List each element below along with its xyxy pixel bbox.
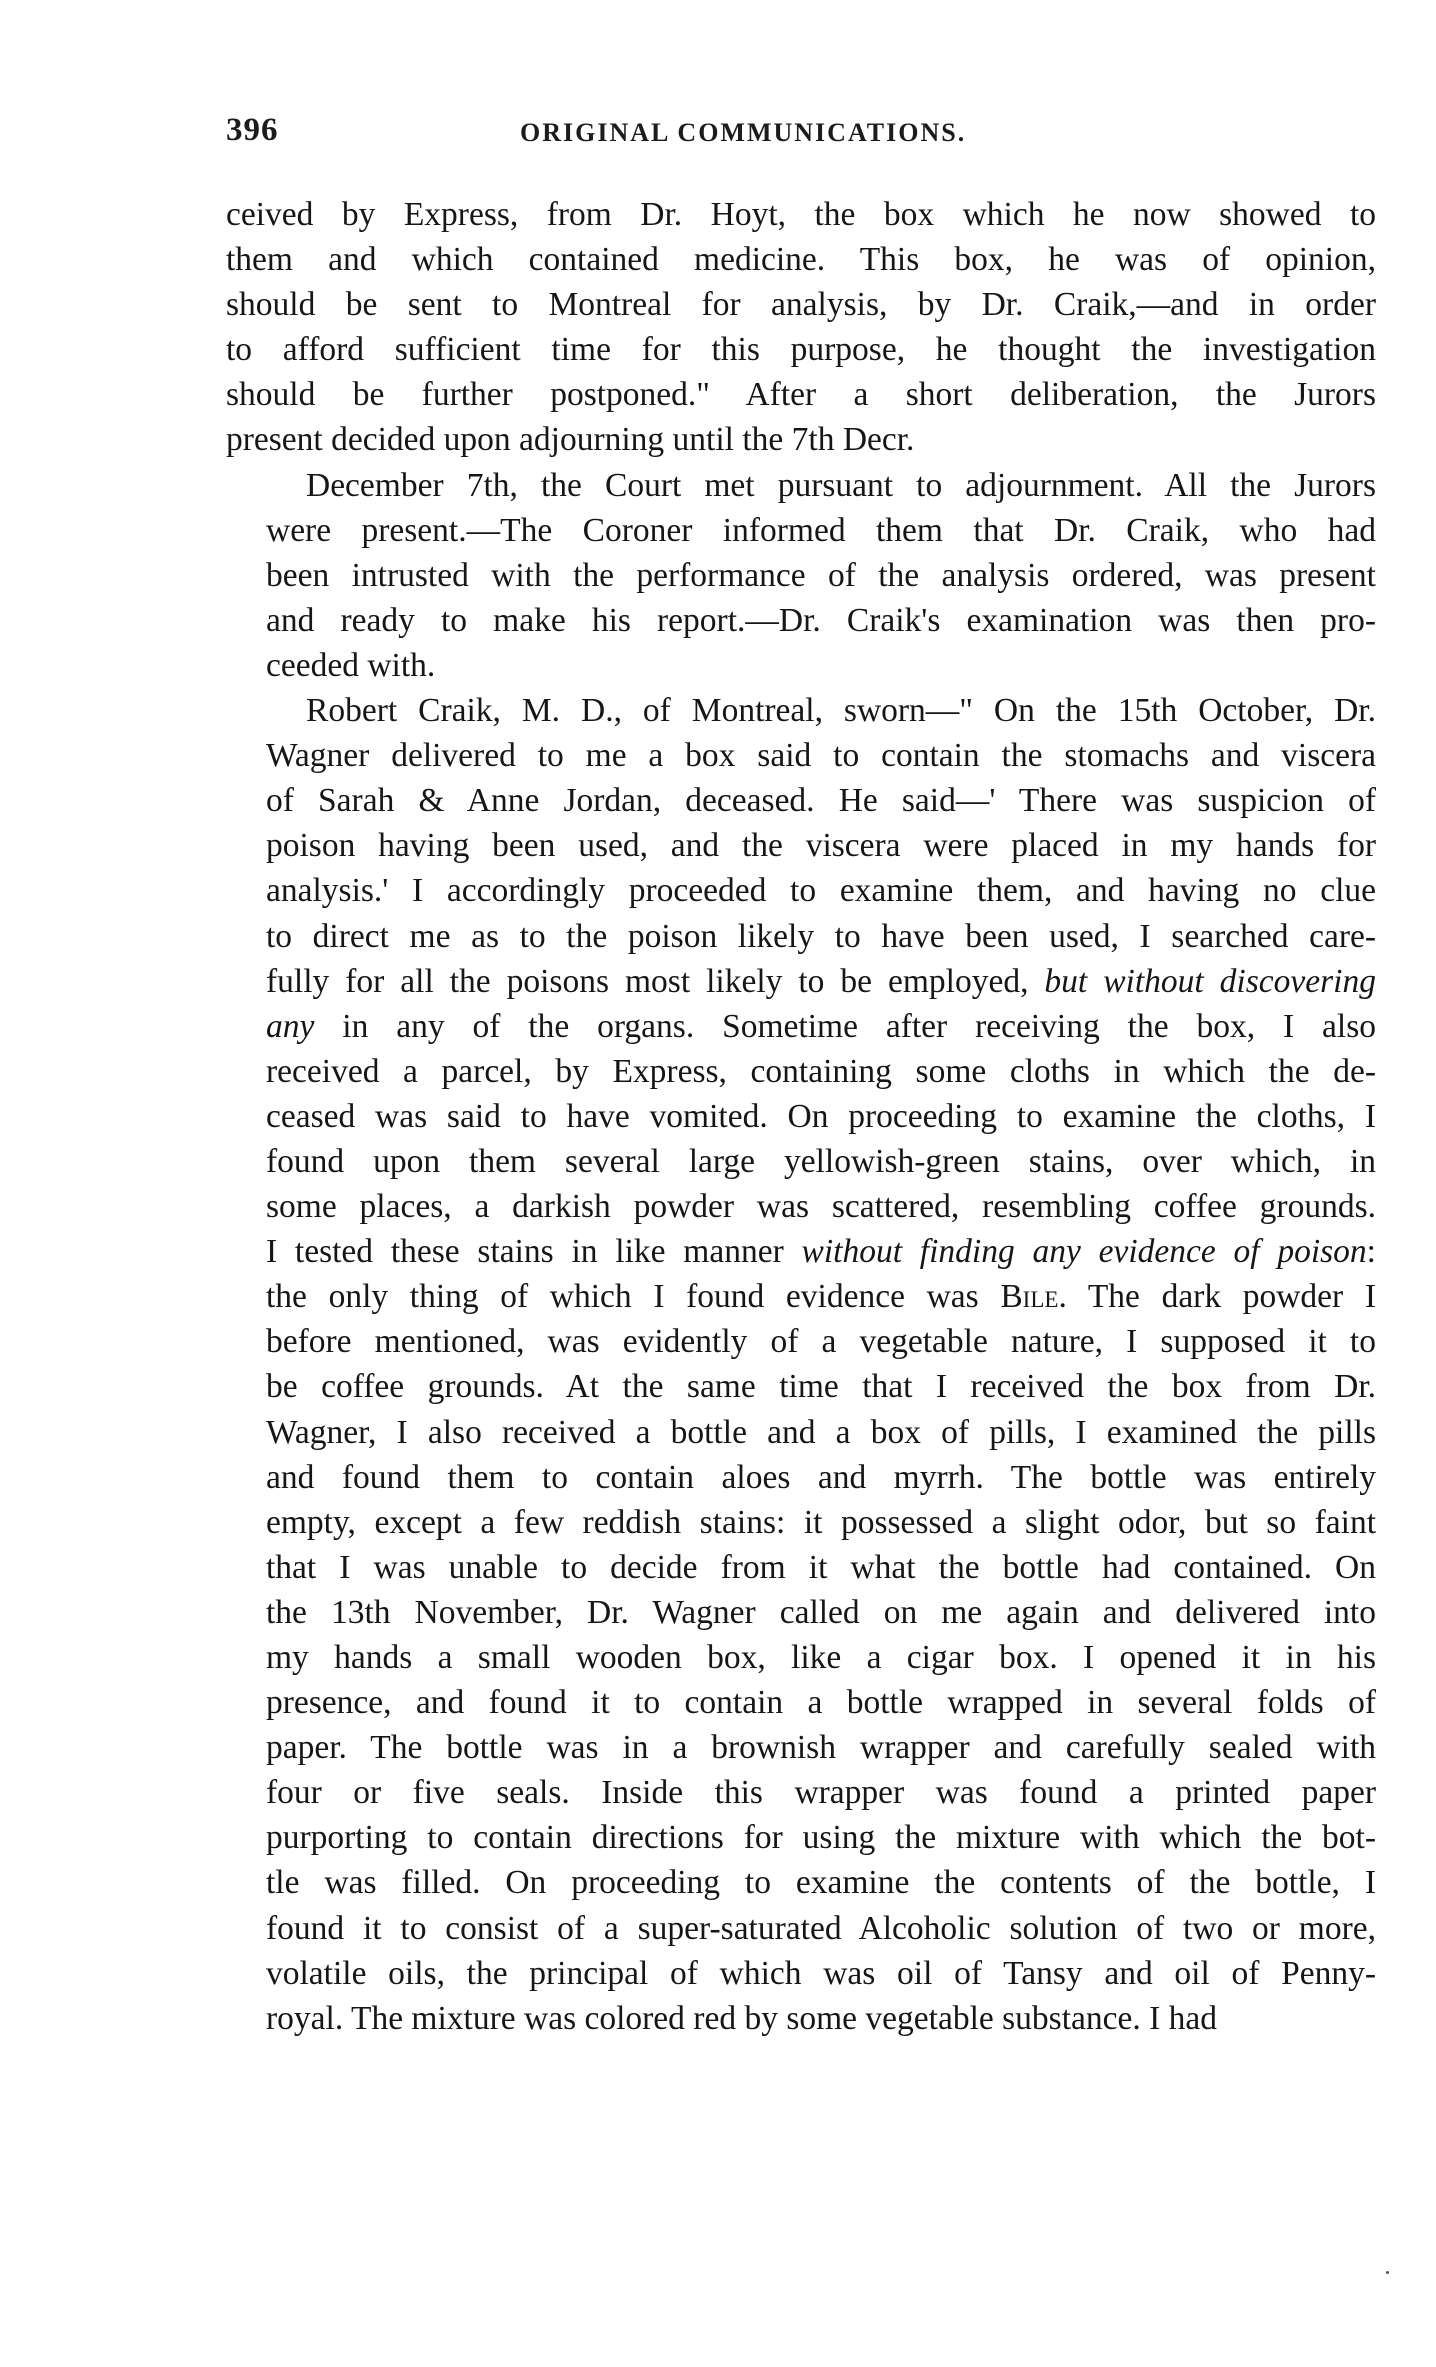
text-line: should be sent to Montreal for analysis, by Dr. Craik,—and in order xyxy=(226,286,1376,324)
paragraph xyxy=(226,463,1376,688)
text-line: should be further postponed." After a short deliberation, the Jurors xyxy=(226,376,1376,414)
text-line: empty, except a few reddish stains: it possessed a slight odor, but so faint xyxy=(266,1503,1376,1541)
text-line: and found them to contain aloes and myrrh. The bottle was entirely xyxy=(266,1458,1376,1496)
text-line: to afford sufficient time for this purpose, he thought the investigation xyxy=(226,331,1376,369)
page-number: 396 xyxy=(226,112,279,148)
text-line: found upon them several large yellowish-green stains, over which, in xyxy=(266,1142,1376,1180)
text-line: present decided upon adjourning until the 7th Decr. xyxy=(226,421,915,459)
text-line: presence, and found it to contain a bottle wrapped in several folds of xyxy=(266,1684,1376,1722)
text-line: to direct me as to the poison likely to have been used, I searched care- xyxy=(266,917,1376,955)
body-text xyxy=(226,192,1376,2041)
text-line: found it to consist of a super-saturated Alcoholic solution of two or more, xyxy=(266,1909,1376,1947)
text-line: the 13th November, Dr. Wagner called on me again and delivered into xyxy=(266,1593,1376,1631)
paragraph xyxy=(226,688,1376,2041)
text-line: four or five seals. Inside this wrapper was found a printed paper xyxy=(266,1774,1376,1812)
text-line: ceased was said to have vomited. On proceeding to examine the cloths, I xyxy=(266,1097,1376,1135)
text-line: them and which contained medicine. This box, he was of opinion, xyxy=(226,241,1376,279)
text-line: my hands a small wooden box, like a cigar box. I opened it in his xyxy=(266,1639,1376,1676)
text-line: Robert Craik, M. D., of Montreal, sworn—" On the 15th October, Dr. xyxy=(306,692,1376,730)
text-line: purporting to contain directions for using the mixture with which the bot- xyxy=(266,1819,1376,1857)
text-line: of Sarah & Anne Jordan, deceased. He said—' There was suspicion of xyxy=(266,782,1376,820)
text-line: some places, a darkish powder was scattered, resembling coffee grounds. xyxy=(266,1188,1376,1226)
text-line: Wagner delivered to me a box said to contain the stomachs and viscera xyxy=(266,737,1376,775)
page-header xyxy=(226,112,1376,162)
text-line: before mentioned, was evidently of a vegetable nature, I supposed it to xyxy=(266,1323,1376,1361)
running-head: ORIGINAL COMMUNICATIONS. xyxy=(520,118,967,147)
text-line: were present.—The Coroner informed them that Dr. Craik, who had xyxy=(266,511,1376,549)
margin-speck xyxy=(1386,2271,1389,2274)
text-line: analysis.' I accordingly proceeded to examine them, and having no clue xyxy=(266,872,1376,910)
text-line: tle was filled. On proceeding to examine the contents of the bottle, I xyxy=(266,1864,1376,1902)
italic-emphasis: but without discovering xyxy=(1044,962,1376,1000)
text-line: volatile oils, the principal of which was oil of Tansy and oil of Penny- xyxy=(266,1954,1376,1992)
text-line: been intrusted with the performance of the analysis ordered, was present xyxy=(266,556,1376,594)
text-line: I tested these stains in like manner without finding any evidence of poison: xyxy=(266,1233,1376,1271)
text-line: paper. The bottle was in a brownish wrapper and carefully sealed with xyxy=(266,1729,1376,1767)
italic-emphasis: without finding any evidence of poison xyxy=(801,1233,1367,1271)
small-caps-term: Bile xyxy=(1000,1278,1059,1316)
text-line: December 7th, the Court met pursuant to adjournment. All the Jurors xyxy=(306,466,1376,504)
text-line: Wagner, I also received a bottle and a box of pills, I examined the pills xyxy=(266,1413,1376,1451)
text-line: fully for all the poisons most likely to be employed, but without discovering xyxy=(266,962,1376,1000)
text-line: be coffee grounds. At the same time that I received the box from Dr. xyxy=(266,1368,1376,1406)
text-line: ceived by Express, from Dr. Hoyt, the box which he now showed to xyxy=(226,196,1376,233)
text-line: and ready to make his report.—Dr. Craik's examination was then pro- xyxy=(266,601,1376,639)
text-line: royal. The mixture was colored red by some vegetable substance. I had xyxy=(266,1999,1218,2037)
paragraph xyxy=(226,192,1376,463)
text-line: the only thing of which I found evidence was Bile. The dark powder I xyxy=(266,1278,1376,1316)
text-line: poison having been used, and the viscera were placed in my hands for xyxy=(266,827,1376,865)
text-line: any in any of the organs. Sometime after receiving the box, I also xyxy=(266,1007,1376,1045)
text-line: received a parcel, by Express, containing some cloths in which the de- xyxy=(266,1052,1376,1090)
text-line: that I was unable to decide from it what the bottle had contained. On xyxy=(266,1548,1376,1586)
text-line: ceeded with. xyxy=(266,646,436,684)
italic-emphasis: any xyxy=(266,1007,315,1045)
